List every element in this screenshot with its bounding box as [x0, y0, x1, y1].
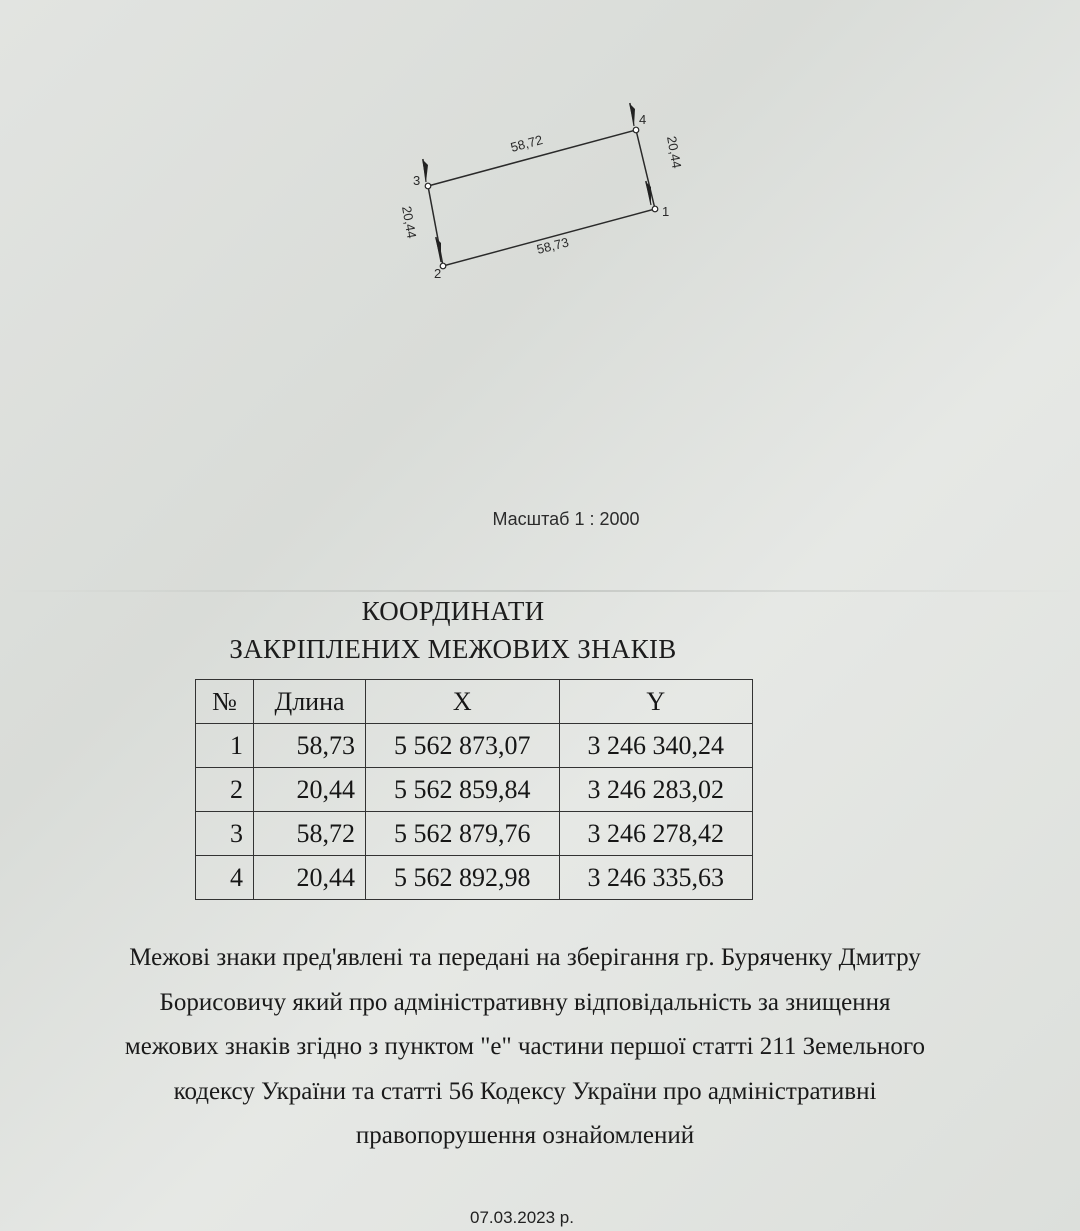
cell-x: 5 562 859,84: [366, 768, 560, 812]
statement-line: Межові знаки пред'явлені та передані на зберігання гр. Буряченку Дмитру: [129, 944, 921, 971]
cell-y: 3 246 283,02: [559, 768, 753, 812]
header-length: Длина: [254, 680, 366, 724]
statement-line: правопорушення ознайомлений: [355, 1122, 695, 1149]
cell-length: 20,44: [254, 856, 366, 900]
table-row: [196, 856, 753, 900]
point-marker-1: [652, 206, 658, 212]
document-date: 07.03.2023 р.: [470, 1208, 574, 1227]
header-number: №: [196, 680, 254, 724]
cell-y: 3 246 340,24: [559, 724, 753, 768]
edge-length-bottom: 58,73: [535, 234, 571, 257]
scale-label: Масштаб 1 : 2000: [492, 509, 640, 529]
table-header-row: [196, 680, 753, 724]
edge-length-right: 20,44: [664, 134, 685, 170]
cell-number: 2: [196, 768, 254, 812]
point-label-4: 4: [639, 112, 647, 127]
heading-title: КООРДИНАТИ: [361, 596, 545, 626]
cell-y: 3 246 335,63: [559, 856, 753, 900]
statement-paragraph: [20, 936, 1030, 1159]
cell-x: 5 562 892,98: [366, 856, 560, 900]
edge-length-left: 20,44: [399, 204, 420, 240]
header-y: Y: [559, 680, 753, 724]
paper-fold: [0, 590, 1080, 592]
cell-number: 4: [196, 856, 254, 900]
header-x: X: [366, 680, 560, 724]
cell-x: 5 562 879,76: [366, 812, 560, 856]
point-marker-3: [425, 183, 431, 189]
table-row: [196, 724, 753, 768]
table-row: [196, 812, 753, 856]
table-row: [196, 768, 753, 812]
cell-length: 20,44: [254, 768, 366, 812]
edge-length-top: 58,72: [508, 131, 545, 155]
point-label-2: 2: [434, 266, 442, 281]
cell-number: 1: [196, 724, 254, 768]
statement-line: Борисовичу який про адміністративну відповідальність за знищення: [159, 988, 891, 1016]
point-label-1: 1: [662, 204, 670, 219]
heading-subtitle: ЗАКРІПЛЕНИХ МЕЖОВИХ ЗНАКІВ: [229, 634, 677, 664]
point-marker-4: [633, 127, 639, 133]
cell-x: 5 562 873,07: [366, 724, 560, 768]
cell-y: 3 246 278,42: [559, 812, 753, 856]
statement-line: кодексу України та статті 56 Кодексу України про адміністративні: [173, 1077, 877, 1105]
cell-length: 58,73: [254, 724, 366, 768]
statement-line: межових знаків згідно з пунктом "е" частини першої статті 211 Земельного: [124, 1033, 926, 1060]
parcel-plan: [380, 95, 685, 295]
cell-number: 3: [196, 812, 254, 856]
cell-length: 58,72: [254, 812, 366, 856]
point-label-3: 3: [413, 173, 421, 188]
coordinates-table: [195, 679, 753, 900]
